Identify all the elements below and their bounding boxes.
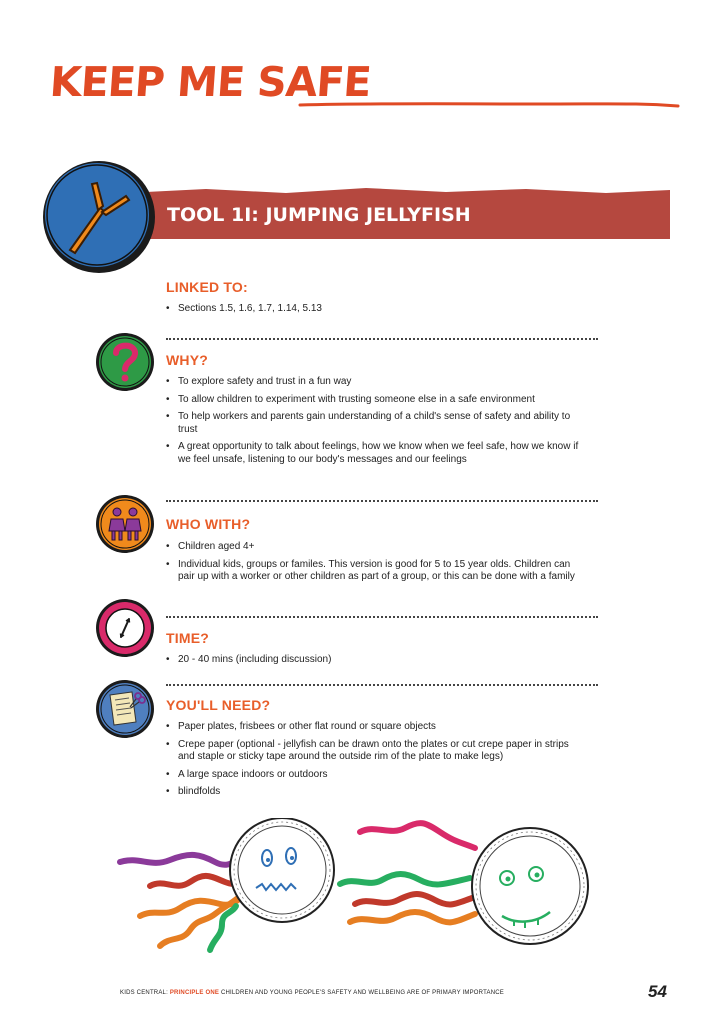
question-mark-icon: [94, 331, 156, 393]
divider: [166, 684, 598, 686]
list-item: • blindfolds: [166, 786, 586, 799]
linked-heading: LINKED TO:: [166, 279, 248, 295]
jellyfish-illustration: [110, 818, 600, 958]
need-heading: YOU'LL NEED?: [166, 697, 271, 713]
right-jellyfish-plate: [472, 828, 588, 944]
tool-title: TOOL 1I: JUMPING JELLYFISH: [167, 204, 471, 226]
list-item: • Crepe paper (optional - jellyfish can be drawn onto the plates or cut crepe paper in strips and staple or sticky tape around the outside rim of the plate to make legs): [166, 739, 586, 764]
footer-accent: PRINCIPLE ONE: [169, 990, 220, 996]
list-item: • 20 - 40 mins (including discussion): [166, 654, 586, 667]
who-list: [166, 541, 586, 589]
list-item: • Sections 1.5, 1.6, 1.7, 1.14, 5.13: [166, 303, 586, 316]
time-heading: TIME?: [166, 630, 209, 646]
list-item: • To allow children to experiment with trusting someone else in a safe environment: [166, 394, 586, 407]
right-jellyfish-tentacles: [340, 823, 475, 922]
divider: [166, 338, 598, 340]
footer-prefix: KIDS CENTRAL:: [120, 990, 170, 996]
list-item: • A large space indoors or outdoors: [166, 769, 586, 782]
list-item: • To explore safety and trust in a fun way: [166, 376, 586, 389]
brand-underline: [298, 100, 680, 110]
why-heading: WHY?: [166, 352, 209, 368]
page-footer: [120, 990, 504, 996]
list-item: • Children aged 4+: [166, 541, 586, 554]
clock-icon: [94, 597, 156, 659]
linked-list: [166, 303, 586, 321]
brand-logo-text: KEEP ME SAFE: [48, 58, 373, 106]
divider: [166, 616, 598, 618]
paper-scissors-icon: [94, 678, 156, 740]
footer-text: CHILDREN AND YOUNG PEOPLE'S SAFETY AND WELLBEING ARE OF PRIMARY IMPORTANCE: [219, 990, 504, 996]
children-icon: [94, 493, 156, 555]
time-list: [166, 654, 586, 672]
list-item: • To help workers and parents gain understanding of a child's sense of safety and ability to trust: [166, 411, 586, 436]
who-heading: WHO WITH?: [166, 516, 251, 532]
page-number: 54: [648, 982, 667, 1001]
list-item: • Paper plates, frisbees or other flat round or square objects: [166, 721, 586, 734]
need-list: [166, 721, 586, 804]
tuning-fork-icon: [40, 158, 158, 276]
list-item: • A great opportunity to talk about feelings, how we know when we feel safe, how we know if we feel unsafe, listening to our body's messages and our feelings: [166, 441, 586, 466]
list-item: • Individual kids, groups or familes. This version is good for 5 to 15 year olds. Children can pair up with a worker or other children as part of a group, or this can be done with a family: [166, 559, 586, 584]
left-jellyfish-plate: [230, 818, 334, 922]
divider: [166, 500, 598, 502]
why-list: [166, 376, 586, 471]
